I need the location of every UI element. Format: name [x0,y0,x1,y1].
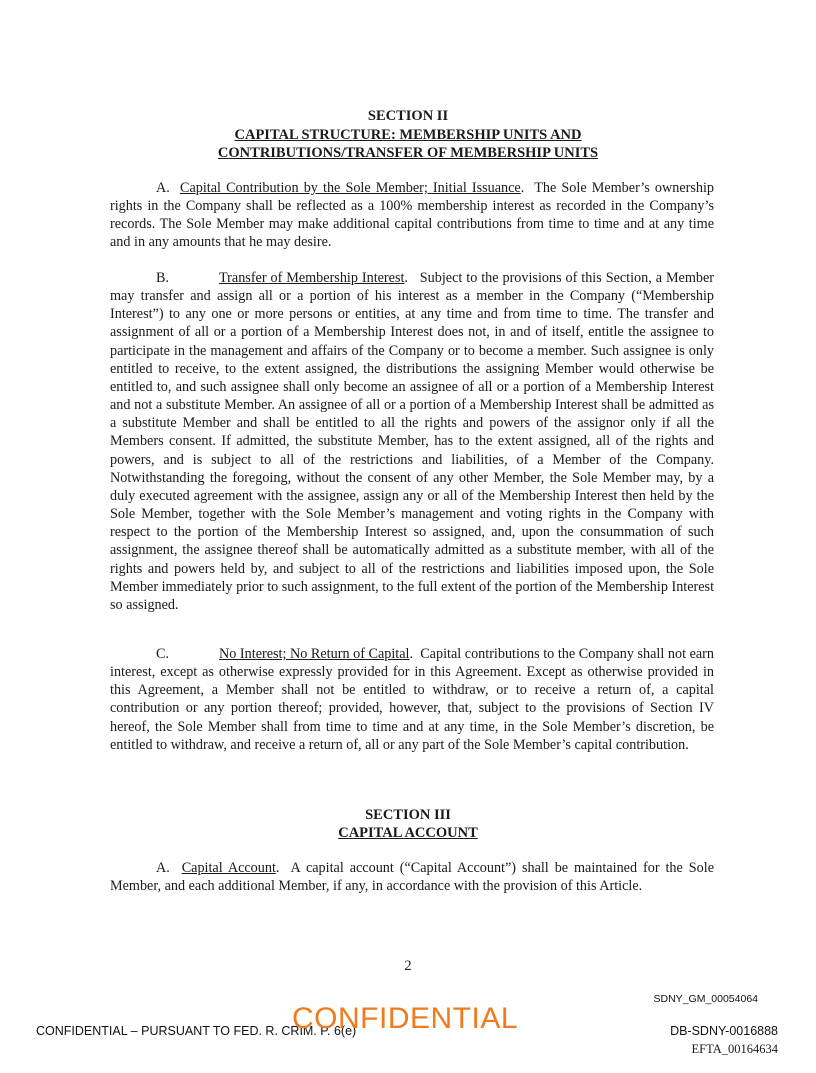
section-2-paragraph-a [110,179,714,252]
paragraph-title-punct: . [520,180,525,196]
paragraph-title-punct: . [409,646,414,662]
paragraph-title: No Interest; No Return of Capital [219,646,410,662]
section-2-paragraph-c [110,645,714,754]
paragraph-title: Transfer of Membership Interest [219,270,405,286]
paragraph-body: Capital contributions to the Company shall not earn interest, except as otherwise expressly provided for in this Agreement. Except as otherwise provided in this Agreement, a Member shall not be entitled to withdraw, or to receive a return of, a capital contribution or any portion thereof; provided, however, that, subject to the provisions of Section IV hereof, the Sole Member shall from time to time and at any time, in the Sole Member’s discretion, be entitled to withdraw, and receive a return of, all or any part of the Sole Member’s capital contribution. [110,646,715,753]
paragraph-title-punct: . [404,270,408,286]
section-3-title: CAPITAL ACCOUNT [338,825,478,841]
section-2-paragraph-b [110,269,714,614]
section-2-title-line-2: CONTRIBUTIONS/TRANSFER OF MEMBERSHIP UNITS [217,145,599,161]
bates-number-db: DB-SDNY-0016888 [670,1024,778,1038]
paragraph-body: A capital account (“Capital Account”) shall be maintained for the Sole Member, and each additional Member, if any, in accordance with the provision of this Article. [110,860,714,895]
paragraph-body: The Sole Member’s ownership rights in the Company shall be reflected as a 100% membership interest as recorded in the Company’s records. The Sole Member may make additional capital contributions from time to time and at any time and in any amounts that he may desire. [110,180,715,251]
section-2-heading: SECTION II [367,108,449,124]
paragraph-title-punct: . [275,860,280,876]
section-3-paragraph-a [110,859,714,895]
paragraph-title: Capital Account [181,860,276,876]
paragraph-letter: A. [156,180,170,196]
confidential-stamp: CONFIDENTIAL [292,1002,519,1035]
paragraph-title: Capital Contribution by the Sole Member; Initial Issuance [180,180,521,196]
confidential-notice: CONFIDENTIAL – PURSUANT TO FED. R. CRIM. P. 6(e) [36,1024,357,1038]
paragraph-letter: A. [156,860,170,876]
paragraph-body: Subject to the provisions of this Section, a Member may transfer and assign all or a portion of his interest as a member in the Company (“Membership Interest”) to any one or more persons or entities, at any time and from time to time. The transfer and assignment of all or a portion of a Membership Interest does not, in and of itself, entitle the assignee to participate in the management and affairs of the Company or to become a member. Such assignee is only entitled to receive, to the extent assigned, the distributions the assigning Member would otherwise be entitled to, and such assignee shall only become an assignee of all or a portion of a Membership Interest and not a substitute Member. An assignee of all or a portion of a Membership Interest shall be admitted as a substitute Member and shall be entitled to all the rights and powers of the assignor only if all the Members consent. If admitted, the substitute Member, has to the extent assigned, all of the rights and powers, and is subject to all of the restrictions and liabilities, of a Member of the Company. Notwithstanding the foregoing, without the consent of any other Member, the Sole Member may, by a duly executed agreement with the assignee, assign any or all of the Membership Interest then held by the Sole Member, together with the Sole Member’s management and voting rights in the Company with respect to the portion of the Membership Interest so assigned, and, upon the consummation of such assignment, the assignee thereof shall be automatically admitted as a substitute member, with all of the rights and powers held by, and subject to all of the restrictions and liabilities imposed upon, the Sole Member immediately prior to such assignment, to the full extent of the portion of the Membership Interest so assigned. [110,270,715,613]
efta-number: EFTA_00164634 [691,1042,778,1056]
page-number: 2 [404,958,412,974]
paragraph-letter: B. [156,270,170,286]
section-2-title-line-1: CAPITAL STRUCTURE: MEMBERSHIP UNITS AND [234,127,582,143]
paragraph-letter: C. [156,646,170,662]
section-3-heading: SECTION III [365,807,451,823]
bates-number-top: SDNY_GM_00054064 [653,993,758,1005]
